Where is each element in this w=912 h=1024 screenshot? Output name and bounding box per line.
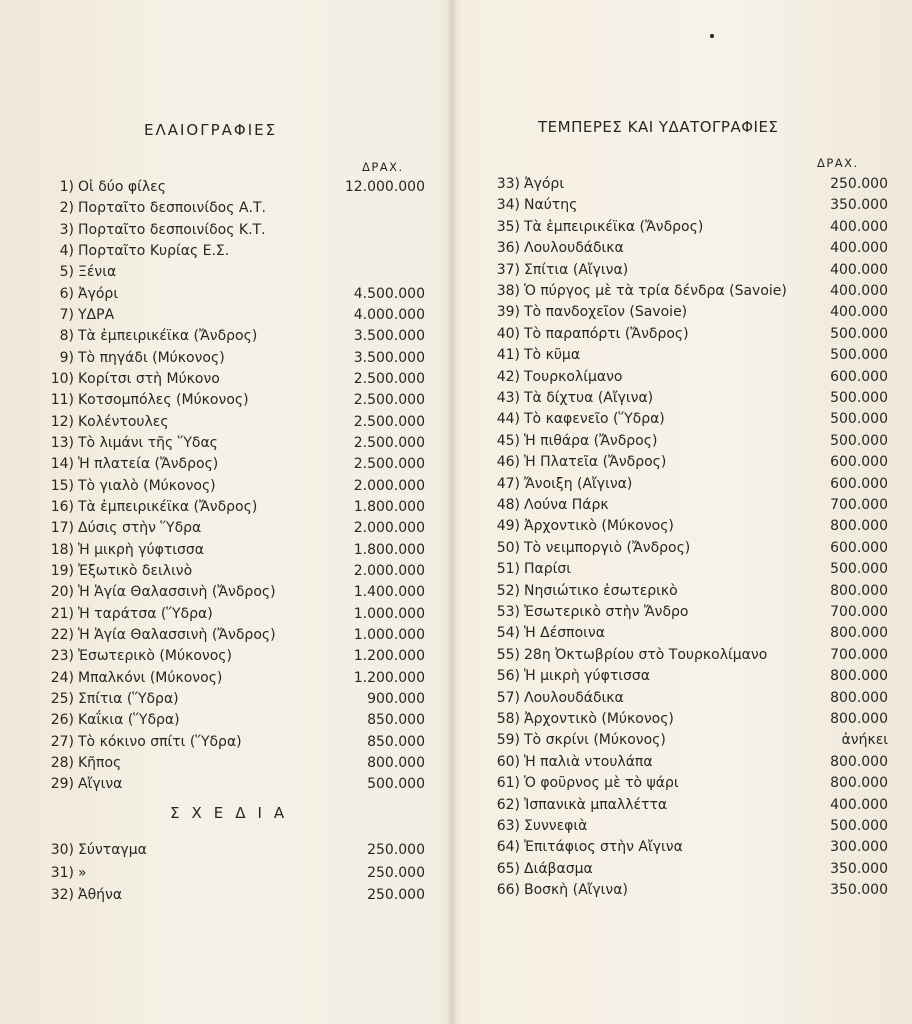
list-item — [40, 412, 435, 433]
item-number: 48) — [496, 497, 520, 513]
item-number: 26) — [50, 712, 74, 729]
list-item — [40, 497, 435, 518]
item-number: 33) — [496, 176, 520, 192]
item-title: Ἀγόρι — [524, 176, 565, 192]
list-item — [480, 623, 888, 644]
item-title: Πορταῖτο Κυρίας Ε.Σ. — [78, 242, 230, 259]
list-item — [40, 284, 435, 305]
item-number: 56) — [496, 668, 520, 685]
item-price: 800.000 — [830, 582, 888, 599]
list-item — [480, 880, 888, 901]
item-number: 32) — [50, 887, 74, 903]
item-price: 800.000 — [830, 689, 888, 706]
list-item — [40, 305, 435, 326]
item-title: Ἐσωτερικὸ στὴν Ἄνδρο — [524, 604, 689, 620]
list-item — [40, 710, 435, 731]
item-title: Ἐξωτικὸ δειλινὸ — [78, 562, 193, 579]
item-title: Ἀρχοντικὸ (Μύκονος) — [524, 518, 674, 535]
list-item — [40, 646, 435, 667]
list-item — [40, 863, 435, 884]
item-price: 1.000.000 — [353, 626, 425, 643]
currency-label: ΔΡΑΧ. — [817, 156, 859, 170]
item-number: 13) — [50, 434, 74, 451]
list-item — [40, 326, 435, 347]
item-number: 16) — [50, 498, 74, 515]
item-title: Ἡ Πλατεῖα (Ἄνδρος) — [524, 454, 667, 471]
item-price: 500.000 — [830, 390, 888, 406]
item-number: 19) — [50, 562, 74, 579]
item-title: Τὸ γιαλὸ (Μύκονος) — [78, 477, 216, 494]
item-title: Καΐκια (Ὕδρα) — [78, 712, 180, 729]
item-title: Τὸ παραπόρτι (Ἄνδρος) — [524, 325, 689, 342]
item-title: Ξένια — [78, 264, 117, 281]
item-number: 5) — [59, 264, 74, 281]
item-price: 2.500.000 — [353, 392, 425, 409]
item-title: Ὁ πύργος μὲ τὰ τρία δένδρα (Savoie) — [524, 283, 787, 299]
item-number: 6) — [59, 285, 74, 302]
list-item — [40, 840, 435, 861]
item-title: Ἐπιτάφιος στὴν Αἴγινα — [524, 839, 683, 856]
item-price: 800.000 — [830, 753, 888, 770]
item-title: Λουλουδάδικα — [524, 689, 624, 706]
list-item — [480, 260, 888, 281]
item-price: 800.000 — [830, 775, 888, 792]
item-price: 3.500.000 — [353, 349, 425, 366]
item-price: 4.000.000 — [353, 306, 425, 323]
item-number: 47) — [496, 475, 520, 492]
item-title: » — [78, 864, 87, 881]
item-title: Λουλουδάδικα — [524, 240, 624, 257]
list-item — [480, 688, 888, 709]
item-title: Ἡ μικρὴ γύφτισσα — [524, 668, 651, 685]
item-price: 900.000 — [367, 690, 425, 707]
item-price: 400.000 — [830, 261, 888, 278]
item-price: 350.000 — [830, 882, 888, 899]
list-item — [40, 885, 435, 906]
item-title: Διάβασμα — [524, 860, 593, 877]
item-title: Ναύτης — [524, 197, 578, 214]
list-item — [480, 367, 888, 388]
item-title: Παρίσι — [524, 561, 571, 578]
item-number: 8) — [59, 328, 74, 345]
item-price: 800.000 — [367, 754, 425, 771]
item-number: 50) — [496, 539, 520, 556]
list-item — [480, 666, 888, 687]
item-price: 250.000 — [367, 842, 425, 858]
item-title: Συννεφιὰ — [524, 818, 588, 834]
list-item — [40, 262, 435, 283]
list-item — [480, 837, 888, 858]
item-price: 850.000 — [367, 712, 425, 729]
ink-dot — [710, 34, 714, 38]
item-number: 43) — [496, 390, 520, 406]
item-number: 30) — [50, 842, 74, 858]
item-price: 500.000 — [830, 818, 888, 834]
item-title: Ἡ Ἁγία Θαλασσινὴ (Ἄνδρος) — [78, 584, 276, 601]
list-item — [480, 452, 888, 473]
item-price: 250.000 — [367, 864, 425, 881]
list-item — [480, 602, 888, 623]
item-number: 52) — [496, 582, 520, 599]
item-number: 15) — [50, 477, 74, 494]
item-title: Μπαλκόνι (Μύκονος) — [78, 669, 223, 686]
item-number: 55) — [496, 646, 520, 663]
item-price: 700.000 — [830, 604, 888, 620]
item-number: 4) — [59, 242, 74, 259]
item-number: 36) — [496, 240, 520, 257]
item-title: Τὸ λιμάνι τῆς Ὕδας — [78, 434, 218, 451]
item-title: Τὸ πηγάδι (Μύκονος) — [78, 349, 225, 366]
item-title: Λούνα Πάρκ — [524, 497, 609, 513]
item-title: Πορταῖτο δεσποινίδος Α.Τ. — [78, 200, 266, 217]
item-price: 400.000 — [830, 218, 888, 235]
item-price: ἀνήκει — [841, 732, 888, 749]
list-item — [40, 241, 435, 262]
list-item — [480, 859, 888, 880]
list-item — [480, 345, 888, 366]
item-price: 800.000 — [830, 625, 888, 642]
item-price: 500.000 — [830, 411, 888, 428]
item-number: 41) — [496, 347, 520, 364]
item-price: 500.000 — [830, 432, 888, 449]
list-item — [40, 518, 435, 539]
item-number: 44) — [496, 411, 520, 428]
item-price: 600.000 — [830, 475, 888, 492]
item-price: 800.000 — [830, 518, 888, 535]
item-number: 63) — [496, 818, 520, 834]
item-price: 4.500.000 — [353, 285, 425, 302]
item-number: 38) — [496, 283, 520, 299]
list-item — [480, 217, 888, 238]
item-price: 2.000.000 — [353, 562, 425, 579]
item-price: 500.000 — [830, 561, 888, 578]
item-number: 29) — [50, 776, 74, 793]
item-title: Βοσκὴ (Αἴγινα) — [524, 882, 628, 899]
list-item — [480, 409, 888, 430]
sketches-heading: ΣΧΕΔΙΑ — [170, 804, 297, 822]
item-number: 64) — [496, 839, 520, 856]
item-number: 46) — [496, 454, 520, 471]
item-price: 700.000 — [830, 497, 888, 513]
item-number: 21) — [50, 605, 74, 622]
item-title: Ἡ μικρὴ γύφτισσα — [78, 541, 205, 558]
item-number: 57) — [496, 689, 520, 706]
item-title: Ἡ παλιὰ ντουλάπα — [524, 753, 653, 770]
item-title: ΥΔΡΑ — [78, 306, 115, 323]
item-title: Ἡ πιθάρα (Ἄνδρος) — [524, 432, 658, 449]
item-price: 1.200.000 — [353, 669, 425, 686]
item-number: 42) — [496, 368, 520, 385]
list-item — [40, 454, 435, 475]
item-number: 10) — [50, 370, 74, 387]
item-title: Οἱ δύο φίλες — [78, 179, 166, 195]
item-price: 2.000.000 — [353, 477, 425, 494]
page-fold — [447, 0, 457, 1024]
item-title: Τὸ κόκινο σπίτι (Ὕδρα) — [78, 733, 242, 750]
list-item — [480, 302, 888, 323]
item-price: 1.000.000 — [353, 605, 425, 622]
item-title: Κολέντουλες — [78, 413, 169, 430]
item-title: Τὸ κῦμα — [524, 347, 581, 364]
item-title: Σπίτια (Αἴγινα) — [524, 261, 629, 278]
item-price: 500.000 — [830, 325, 888, 342]
item-price: 2.500.000 — [353, 456, 425, 473]
list-item — [480, 559, 888, 580]
item-number: 23) — [50, 648, 74, 665]
item-price: 800.000 — [830, 711, 888, 727]
list-item — [480, 816, 888, 837]
item-price: 2.500.000 — [353, 413, 425, 430]
item-number: 22) — [50, 626, 74, 643]
list-item — [40, 604, 435, 625]
item-price: 250.000 — [830, 176, 888, 192]
tempera-watercolor-heading: ΤΕΜΠΕΡΕΣ ΚΑΙ ΥΔΑΤΟΓΡΑΦΙΕΣ — [538, 118, 779, 136]
item-price: 850.000 — [367, 733, 425, 750]
item-price: 600.000 — [830, 454, 888, 471]
item-title: Κορίτσι στὴ Μύκονο — [78, 370, 220, 387]
item-title: Κοτσομπόλες (Μύκονος) — [78, 392, 249, 409]
item-title: Σπίτια (Ὕδρα) — [78, 690, 179, 707]
list-item — [40, 582, 435, 603]
list-item — [40, 561, 435, 582]
list-item — [40, 689, 435, 710]
item-price: 2.000.000 — [353, 520, 425, 537]
item-number: 49) — [496, 518, 520, 535]
item-title: Τὰ ἐμπειρικέϊκα (Ἄνδρος) — [524, 218, 704, 235]
item-title: Τὸ νειμποργιὸ (Ἄνδρος) — [524, 539, 691, 556]
item-title: Τὰ ἐμπειρικέϊκα (Ἄνδρος) — [78, 328, 258, 345]
list-item — [40, 625, 435, 646]
item-number: 1) — [59, 179, 74, 195]
item-price: 400.000 — [830, 283, 888, 299]
list-item — [480, 581, 888, 602]
item-number: 51) — [496, 561, 520, 578]
item-price: 800.000 — [830, 668, 888, 685]
item-number: 54) — [496, 625, 520, 642]
item-number: 53) — [496, 604, 520, 620]
item-title: Τὰ δίχτυα (Αἴγινα) — [524, 390, 654, 406]
item-price: 250.000 — [367, 887, 425, 903]
item-price: 600.000 — [830, 368, 888, 385]
item-number: 61) — [496, 775, 520, 792]
list-item — [40, 390, 435, 411]
item-price: 300.000 — [830, 839, 888, 856]
item-number: 11) — [50, 392, 74, 409]
item-number: 31) — [50, 864, 74, 881]
item-title: Ἄνοιξη (Αἴγινα) — [524, 475, 633, 492]
item-price: 400.000 — [830, 240, 888, 257]
item-title: Ἡ πλατεία (Ἄνδρος) — [78, 456, 219, 473]
list-item — [40, 348, 435, 369]
item-number: 14) — [50, 456, 74, 473]
item-number: 65) — [496, 860, 520, 877]
item-price: 350.000 — [830, 860, 888, 877]
item-title: Αἴγινα — [78, 776, 123, 793]
item-price: 2.500.000 — [353, 434, 425, 451]
item-number: 27) — [50, 733, 74, 750]
list-item — [40, 476, 435, 497]
item-number: 28) — [50, 754, 74, 771]
item-number: 20) — [50, 584, 74, 601]
list-item — [40, 753, 435, 774]
list-item — [480, 195, 888, 216]
item-number: 25) — [50, 690, 74, 707]
item-price: 600.000 — [830, 539, 888, 556]
item-title: Τουρκολίμανο — [524, 368, 623, 385]
item-price: 12.000.000 — [344, 179, 425, 195]
list-item — [40, 433, 435, 454]
currency-label: ΔΡΑΧ. — [362, 160, 404, 174]
item-title: Ἡ Ἁγία Θαλασσινὴ (Ἄνδρος) — [78, 626, 276, 643]
item-price: 700.000 — [830, 646, 888, 663]
item-title: 28η Ὀκτωβρίου στὸ Τουρκολίμανο — [524, 646, 768, 663]
item-title: Τὰ ἐμπειρικέϊκα (Ἄνδρος) — [78, 498, 258, 515]
item-title: Ἰσπανικὰ μπαλλέττα — [524, 796, 668, 813]
item-number: 37) — [496, 261, 520, 278]
item-title: Ἡ Δέσποινα — [524, 625, 605, 642]
list-item — [40, 198, 435, 219]
list-item — [40, 369, 435, 390]
item-number: 2) — [59, 200, 74, 217]
list-item — [40, 732, 435, 753]
item-number: 18) — [50, 541, 74, 558]
item-number: 9) — [59, 349, 74, 366]
item-price: 400.000 — [830, 304, 888, 321]
item-number: 40) — [496, 325, 520, 342]
item-title: Τὸ σκρίνι (Μύκονος) — [524, 732, 666, 749]
list-item — [480, 752, 888, 773]
list-item — [480, 174, 888, 195]
item-price: 350.000 — [830, 197, 888, 214]
item-number: 35) — [496, 218, 520, 235]
item-number: 3) — [59, 221, 74, 238]
item-price: 1.800.000 — [353, 498, 425, 515]
item-number: 58) — [496, 711, 520, 727]
item-title: Νησιώτικο ἐσωτερικὸ — [524, 582, 678, 599]
list-item — [480, 516, 888, 537]
list-item — [480, 281, 888, 302]
list-item — [480, 238, 888, 259]
item-number: 12) — [50, 413, 74, 430]
item-title: Ὁ φοῦρνος μὲ τὸ ψάρι — [524, 775, 679, 792]
item-number: 39) — [496, 304, 520, 321]
list-item — [40, 774, 435, 795]
item-title: Ἀθήνα — [78, 887, 123, 903]
list-item — [480, 773, 888, 794]
list-item — [480, 538, 888, 559]
item-title: Δύσις στὴν Ὕδρα — [78, 520, 202, 537]
item-price: 500.000 — [367, 776, 425, 793]
item-price: 500.000 — [830, 347, 888, 364]
item-title: Ἡ ταράτσα (Ὕδρα) — [78, 605, 213, 622]
list-item — [480, 431, 888, 452]
list-item — [480, 324, 888, 345]
item-price: 1.400.000 — [353, 584, 425, 601]
item-number: 17) — [50, 520, 74, 537]
list-item — [480, 730, 888, 751]
list-item — [480, 709, 888, 730]
list-item — [40, 220, 435, 241]
item-number: 7) — [59, 306, 74, 323]
list-item — [480, 474, 888, 495]
item-price: 1.800.000 — [353, 541, 425, 558]
item-number: 24) — [50, 669, 74, 686]
item-title: Ἐσωτερικὸ (Μύκονος) — [78, 648, 232, 665]
item-price: 3.500.000 — [353, 328, 425, 345]
oil-paintings-heading: ΕΛΑΙΟΓΡΑΦΙΕΣ — [144, 121, 278, 139]
list-item — [40, 540, 435, 561]
item-number: 66) — [496, 882, 520, 899]
item-title: Κῆπος — [78, 754, 122, 771]
list-item — [480, 388, 888, 409]
item-price: 2.500.000 — [353, 370, 425, 387]
list-item — [480, 645, 888, 666]
item-price: 400.000 — [830, 796, 888, 813]
item-number: 34) — [496, 197, 520, 214]
item-number: 59) — [496, 732, 520, 749]
item-number: 45) — [496, 432, 520, 449]
list-item — [480, 795, 888, 816]
list-item — [480, 495, 888, 516]
item-price: 1.200.000 — [353, 648, 425, 665]
item-number: 60) — [496, 753, 520, 770]
item-title: Πορταῖτο δεσποινίδος Κ.Τ. — [78, 221, 266, 238]
list-item — [40, 668, 435, 689]
item-title: Σύνταγμα — [78, 842, 147, 858]
item-title: Τὸ καφενεῖο (Ὕδρα) — [524, 411, 665, 428]
item-number: 62) — [496, 796, 520, 813]
item-title: Ἀγόρι — [78, 285, 119, 302]
item-title: Ἀρχοντικὸ (Μύκονος) — [524, 711, 674, 727]
list-item — [40, 177, 435, 198]
item-title: Τὸ πανδοχεῖον (Savoie) — [524, 304, 688, 321]
